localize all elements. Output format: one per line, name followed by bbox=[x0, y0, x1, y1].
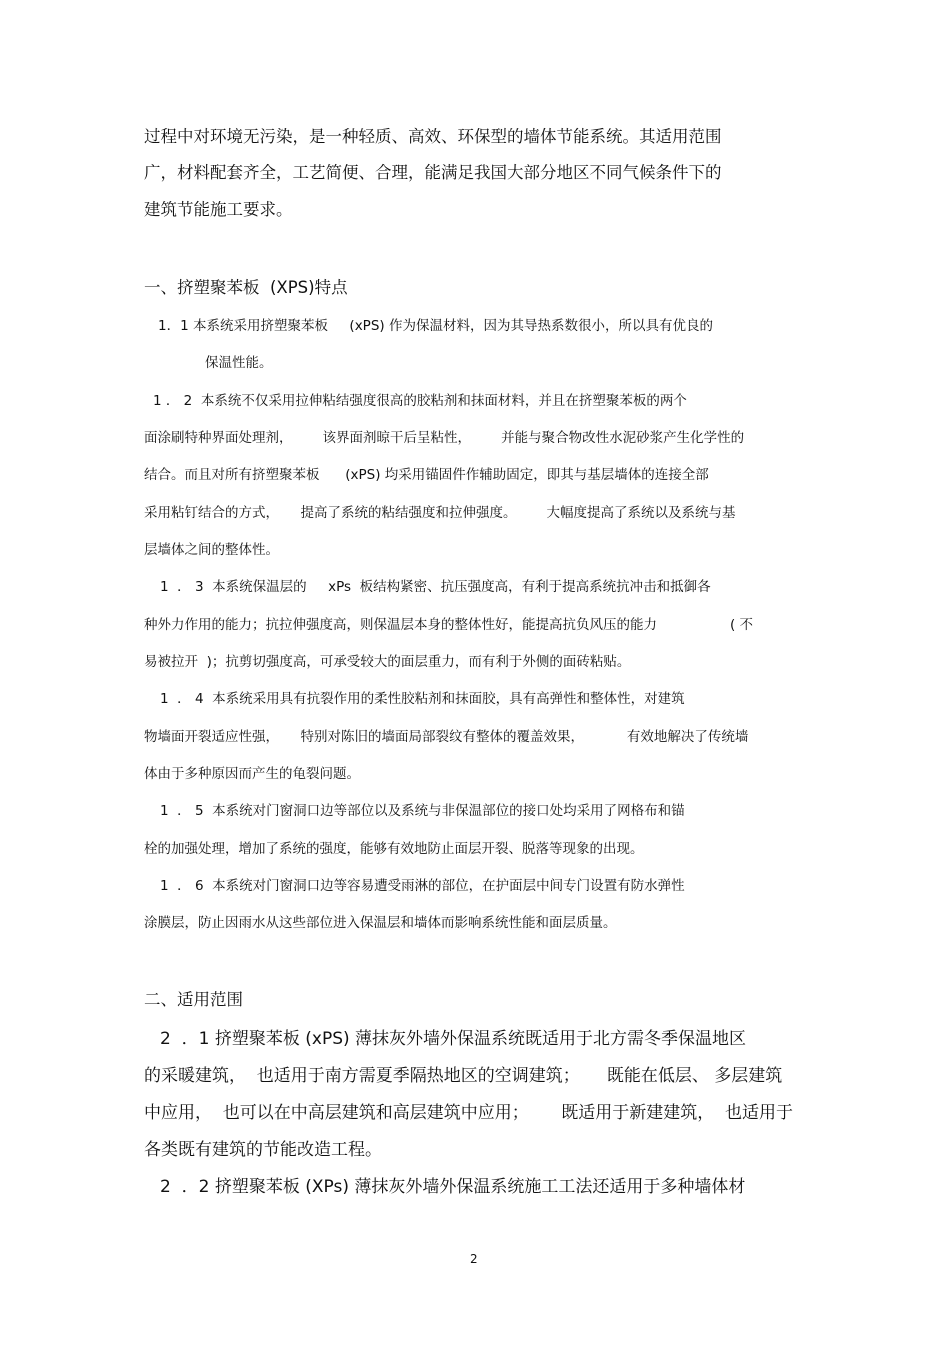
section1-line: 保温性能。 bbox=[205, 355, 273, 371]
section2-line: 2 ．1 挤塑聚苯板 (xPS) 薄抹灰外墙外保温系统既适用于北方需冬季保温地区 bbox=[160, 1029, 747, 1049]
section1-line: 1 ． 3 本系统保温层的 xPs 板结构紧密、抗压强度高，有利于提高系统抗冲击和抵御各 bbox=[160, 579, 711, 595]
section1-line: 体由于多种原因而产生的龟裂问题。 bbox=[144, 766, 360, 782]
section1-line: 1 ． 6 本系统对门窗洞口边等容易遭受雨淋的部位，在护面层中间专门设置有防水弹性 bbox=[160, 878, 685, 894]
section1-line: 采用粘钉结合的方式， 提高了系统的粘结强度和拉伸强度。 大幅度提高了系统以及系统与基 bbox=[144, 505, 736, 521]
section1-line: 栓的加强处理，增加了系统的强度，能够有效地防止面层开裂、脱落等现象的出现。 bbox=[144, 841, 644, 857]
intro-line: 过程中对环境无污染，是一种轻质、高效、环保型的墙体节能系统。其适用范围 bbox=[144, 127, 722, 146]
section1-line: 易被拉开 )；抗剪切强度高，可承受较大的面层重力，而有利于外侧的面砖粘贴。 bbox=[144, 654, 631, 670]
section1-line: 1 ． 2 本系统不仅采用拉伸粘结强度很高的胶粘剂和抹面材料，并且在挤塑聚苯板的两个 bbox=[153, 393, 687, 409]
section1-line: 种外力作用的能力；抗拉伸强度高，则保温层本身的整体性好，能提高抗负风压的能力 ( 不 bbox=[144, 617, 754, 633]
section1-line: 涂膜层，防止因雨水从这些部位进入保温层和墙体而影响系统性能和面层质量。 bbox=[144, 915, 617, 931]
section1-heading: 一、挤塑聚苯板 (XPS)特点 bbox=[144, 278, 348, 297]
section1-line: 结合。而且对所有挤塑聚苯板 (xPS) 均采用锚固件作辅助固定，即其与基层墙体的连接全部 bbox=[144, 467, 709, 483]
section1-line: 1 ． 5 本系统对门窗洞口边等部位以及系统与非保温部位的接口处均采用了网格布和锚 bbox=[160, 803, 685, 819]
section2-line: 各类既有建筑的节能改造工程。 bbox=[144, 1140, 382, 1160]
section2-line: 的采暖建筑， 也适用于南方需夏季隔热地区的空调建筑； 既能在低层、 多层建筑 bbox=[144, 1066, 783, 1086]
section1-line: 1 ． 4 本系统采用具有抗裂作用的柔性胶粘剂和抹面胶，具有高弹性和整体性，对建筑 bbox=[160, 691, 685, 707]
intro-line: 广，材料配套齐全，工艺简便、合理，能满足我国大部分地区不同气候条件下的 bbox=[144, 163, 722, 182]
section2-heading: 二、适用范围 bbox=[144, 990, 243, 1009]
section1-line: 1．1 本系统采用挤塑聚苯板 (xPS) 作为保温材料，因为其导热系数很小，所以具有优良的 bbox=[158, 318, 713, 334]
page-number: 2 bbox=[470, 1252, 478, 1266]
section2-line: 2 ．2 挤塑聚苯板 (XPs) 薄抹灰外墙外保温系统施工工法还适用于多种墙体材 bbox=[160, 1177, 746, 1197]
intro-line: 建筑节能施工要求。 bbox=[144, 200, 293, 219]
section2-line: 中应用， 也可以在中高层建筑和高层建筑中应用； 既适用于新建建筑， 也适用于 bbox=[144, 1103, 794, 1123]
section1-line: 物墙面开裂适应性强， 特别对陈旧的墙面局部裂纹有整体的覆盖效果， 有效地解决了传统墙 bbox=[144, 729, 749, 745]
section1-line: 面涂刷特种界面处理剂， 该界面剂晾干后呈粘性， 并能与聚合物改性水泥砂浆产生化学性的 bbox=[144, 430, 745, 446]
section1-line: 层墙体之间的整体性。 bbox=[144, 542, 279, 558]
